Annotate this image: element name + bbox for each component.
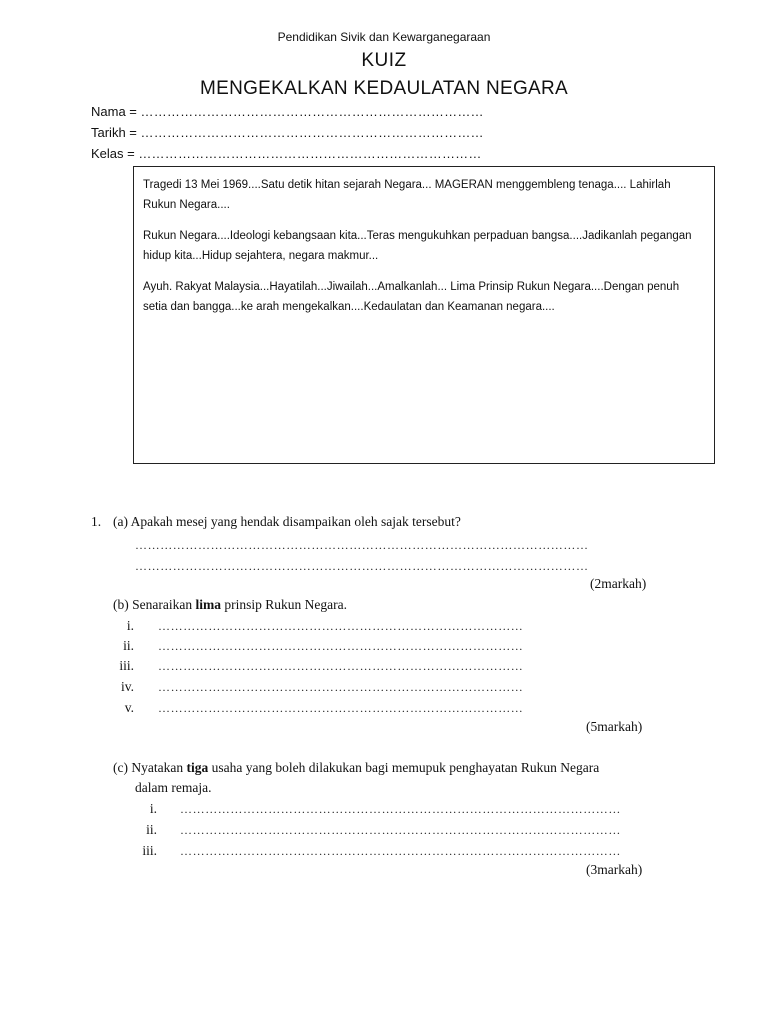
question-c-bold: tiga	[186, 760, 209, 775]
class-field[interactable]	[91, 146, 482, 161]
poem-paragraph-2: Rukun Negara....Ideologi kebangsaan kita...Teras mengukuhkan perpaduan bangsa....Jadikanlah pegangan hidup kita...Hidup sejahtera, negara makmur...	[143, 230, 692, 262]
answer-line-b2[interactable]: ……………………………………………………………………………	[158, 639, 524, 653]
class-label: Kelas =	[91, 146, 135, 161]
answer-line-b4[interactable]: ……………………………………………………………………………	[158, 680, 524, 694]
answer-line-c2[interactable]: ……………………………………………………………………………………………	[180, 823, 621, 837]
marks-c: (3markah)	[586, 862, 643, 877]
b-item-v-label: v.	[124, 700, 134, 715]
answer-line-b1[interactable]: ……………………………………………………………………………	[158, 619, 524, 633]
question-b-text	[113, 597, 347, 613]
class-dots: ……………………………………………………………………	[138, 146, 482, 161]
b-item-iv-label: iv.	[121, 679, 134, 694]
answer-line-c3[interactable]: ……………………………………………………………………………………………	[180, 844, 621, 858]
answer-line-a1[interactable]: ………………………………………………………………………………………………	[135, 538, 589, 552]
date-label: Tarikh =	[91, 125, 137, 140]
name-dots: ……………………………………………………………………	[140, 104, 484, 119]
name-label: Nama =	[91, 104, 137, 119]
question-c-pre: (c) Nyatakan	[113, 760, 187, 775]
poem-paragraph-3: Ayuh. Rakyat Malaysia...Hayatilah...Jiwailah...Amalkanlah... Lima Prinsip Rukun Negara....Dengan penuh setia dan bangga...ke arah mengekalkan....Kedaulatan dan Keamanan negara....	[143, 281, 680, 313]
b-item-iii-label: iii.	[119, 658, 134, 673]
question-a-text: (a) Apakah mesej yang hendak disampaikan oleh sajak tersebut?	[113, 514, 461, 529]
marks-a: (2markah)	[590, 576, 647, 591]
name-field[interactable]	[91, 104, 484, 119]
question-number: 1.	[91, 514, 102, 529]
c-item-iii-label: iii.	[142, 843, 157, 858]
c-item-ii-label: ii.	[146, 822, 157, 837]
answer-line-b5[interactable]: ……………………………………………………………………………	[158, 701, 524, 715]
poem-paragraph-1: Tragedi 13 Mei 1969....Satu detik hitan sejarah Negara... MAGERAN menggembleng tenaga.... Lahirlah Rukun Negara....	[143, 179, 671, 211]
answer-line-c1[interactable]: ……………………………………………………………………………………………	[180, 802, 621, 816]
quiz-topic: MENGEKALKAN KEDAULATAN NEGARA	[199, 78, 569, 99]
question-b-bold: lima	[195, 597, 221, 612]
answer-line-a2[interactable]: ………………………………………………………………………………………………	[135, 559, 589, 573]
subject-title: Pendidikan Sivik dan Kewarganegaraan	[277, 30, 491, 44]
question-b-post: prinsip Rukun Negara.	[220, 597, 347, 612]
question-c-post: usaha yang boleh dilakukan bagi memupuk penghayatan Rukun Negara	[208, 760, 600, 775]
date-field[interactable]	[91, 125, 484, 140]
question-c-text	[113, 760, 599, 776]
poem-box	[133, 166, 715, 464]
b-item-i-label: i.	[126, 618, 134, 633]
marks-b: (5markah)	[586, 719, 643, 734]
answer-line-b3[interactable]: ……………………………………………………………………………	[158, 659, 524, 673]
c-item-i-label: i.	[149, 801, 157, 816]
quiz-label: KUIZ	[361, 50, 407, 71]
date-dots: ……………………………………………………………………	[140, 125, 484, 140]
question-b-pre: (b) Senaraikan	[113, 597, 196, 612]
question-c-continuation: dalam remaja.	[135, 780, 212, 795]
b-item-ii-label: ii.	[123, 638, 134, 653]
